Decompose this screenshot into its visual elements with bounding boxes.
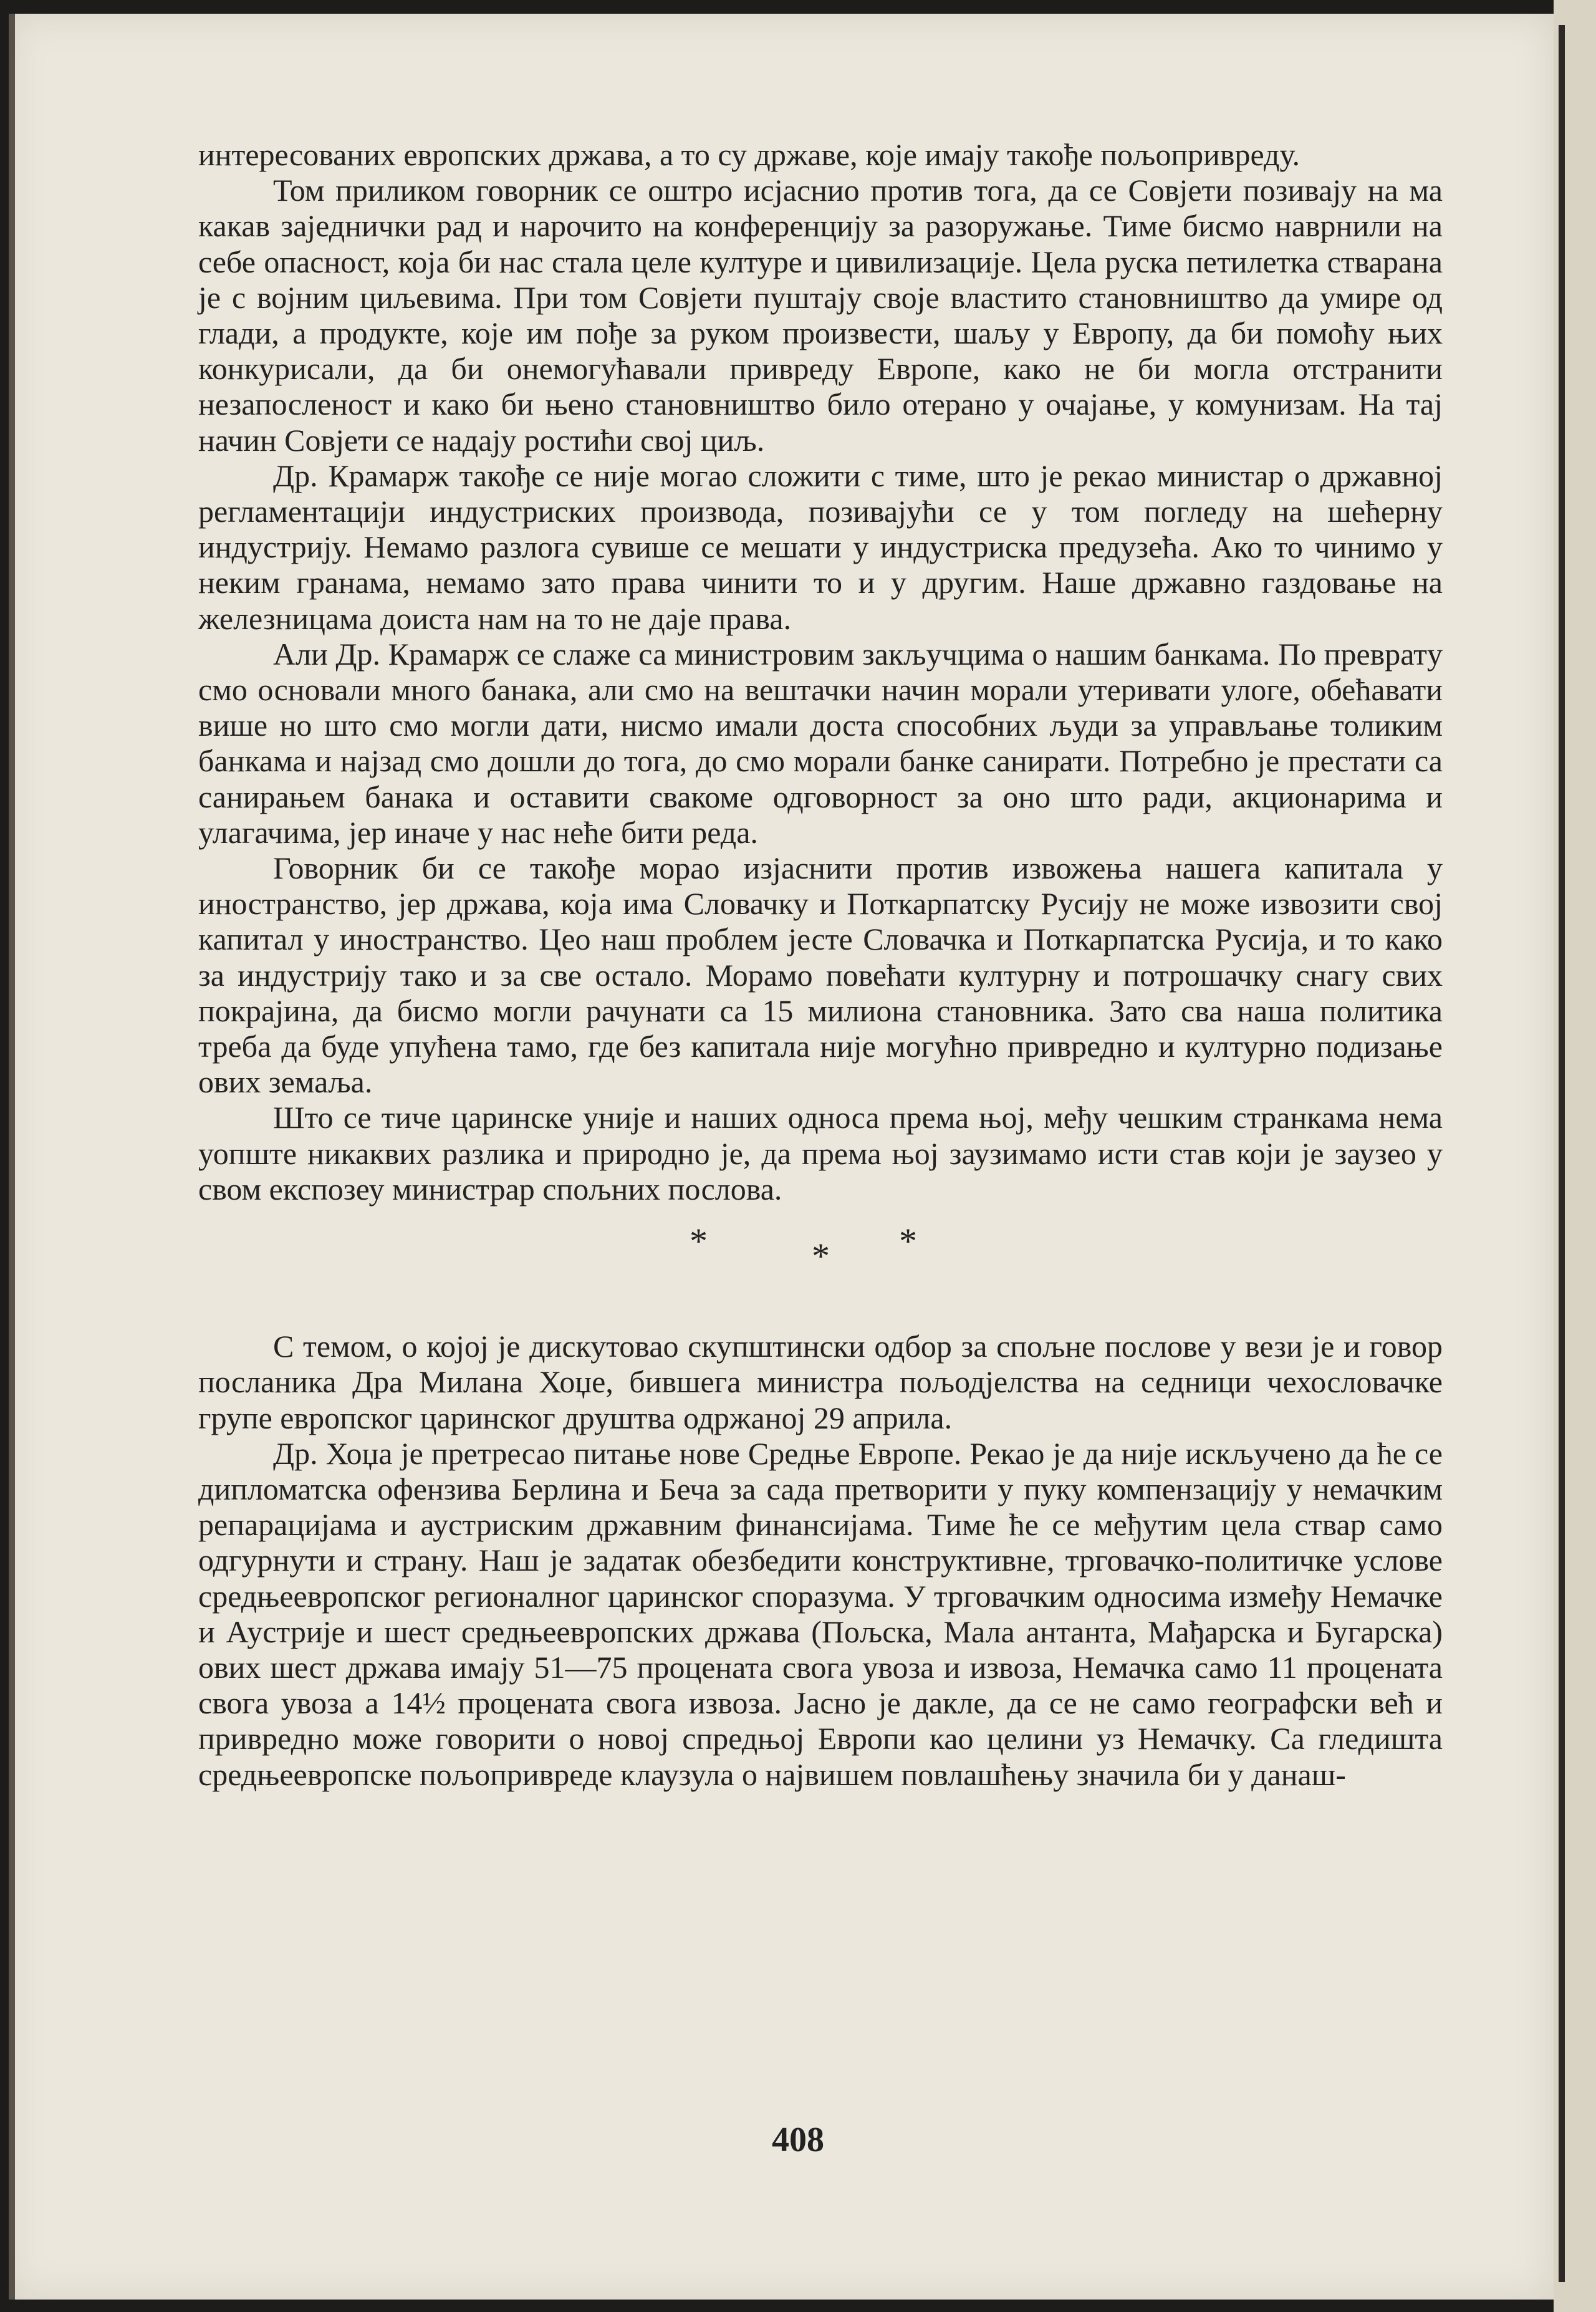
binding-shadow — [1559, 25, 1565, 2282]
page-number: 408 — [772, 2121, 824, 2159]
separator-star: * — [899, 1221, 917, 1262]
paragraph-soviets: Том приликом говорник се оштро исјаснио против тога, да се Совјети позивају на ма какав заједнички рад и нарочито на конференцију за разоружање. Тиме бисмо наврнили на себе опасност, која би нас стала целе културе и цивилизације. Цела руска петилетка стварана је с војним циљевима. При том Совјети пуштају своје властито становништво да умире од глади, а продукте, које им пође за руком произвести, шаљу у Европу, да би помоћу њих конкурисали, да би онемогућавали привреду Европе, како не би могла отстранити незапосленост и како би њено становништво било отерано у очајање, у комунизам. На тај начин Совјети се надају ростићи свој циљ. — [198, 173, 1443, 458]
page-left-edge — [9, 14, 15, 2300]
page-body-text — [198, 137, 1443, 1793]
paragraph-banks: Али Др. Крамарж се слаже са министровим закључцима о нашим банкама. По превратy смо основали много банака, али смо на вештачки начин морали утеривати улоге, обећавати више но што смо могли дати, нисмо имали доста способних људи за управљање толиким банкама и најзад смо дошли до тога, до смо морали банке санирати. Потребно је престати са санирањем банака и оставити свакоме одговорност за оно што ради, акционарима и улагачима, јер иначе у нас неће бити реда. — [198, 636, 1443, 850]
separator-star: * — [690, 1221, 708, 1262]
separator-star: * — [812, 1236, 830, 1277]
paragraph-customs-union: Што се тиче царинске уније и наших односа према њој, међу чешким странкама нема уопште никаквих разлика и природно је, да према њој заузимамо исти став који је заузео у свом експозеу министрар спољних послова. — [198, 1100, 1443, 1207]
paragraph-continuation: интересованих европских држава, а то су државе, које имају такође пољопривреду. — [198, 137, 1300, 172]
section-separator — [198, 1207, 1443, 1329]
paragraph-central-europe: Др. Хоџа је претресао питање нове Средње Европе. Рекао је да није искључено да ће се дипломатска офензива Берлина и Беча за сада претворити у пуку компензацију у немачким репарацијама и аустриским државним финансијама. Тиме ће се међутим цела ствар само одгурнути и страну. Наш је задатак обезбедити конструктивне, трговачко-политичке услове средњеевропског регионалног царинског споразума. У трговачким односима између Немачке и Аустрије и шест средњеевропских држава (Пољска, Мала антанта, Мађарска и Бугарска) ових шест држава имају 51—75 процената свога увоза и извоза, Немачка само 11 процената свога увоза а 14½ процената свога извоза. Јасно је дакле, да се не само географски већ и привредно може говорити о новој спредњој Европи као целини уз Немачку. Са гледишта средњеевропске пољопривреде клаузула о највишем повлашћењу значила би у данаш- — [198, 1435, 1443, 1792]
paragraph-capital-export: Говорник би се такође морао изјаснити против извожења нашега капитала у иностранство, јер држава, која има Словачку и Поткарпатску Русију не може извозити свој капитал у иностранство. Цео наш проблем јесте Словачка и Поткарпатска Русија, и то како за индустрију тако и за све остало. Морамо повећати културну и потрошачку снагу свих покрајина, да бисмо могли рачунати са 15 милиона становника. Зато сва наша политика треба да буде упућена тамо, где без капитала није могућно привредно и културно подизање ових земаља. — [198, 850, 1443, 1100]
paragraph-industry-regulation: Др. Крамарж такође се није могао сложити с тиме, што је рекао министар о државној регламентацији индустриских производа, позивајући се у том погледу на шећерну индустрију. Немамо разлога сувише се мешати у индустриска предузећа. Ако то чинимо у неким гранама, немамо зато права чинити то и у другим. Наше државно газдовање на железницама доиста нам на то не даје права. — [198, 458, 1443, 636]
paragraph-hodza-intro: С темом, о којој је дискутовао скупштински одбор за спољне послове у вези је и говор посланика Дра Милана Хоџе, бившега министра пољодјелства на седници чехословачке групе европског царинског друштва одржаној 29 априла. — [198, 1329, 1443, 1435]
